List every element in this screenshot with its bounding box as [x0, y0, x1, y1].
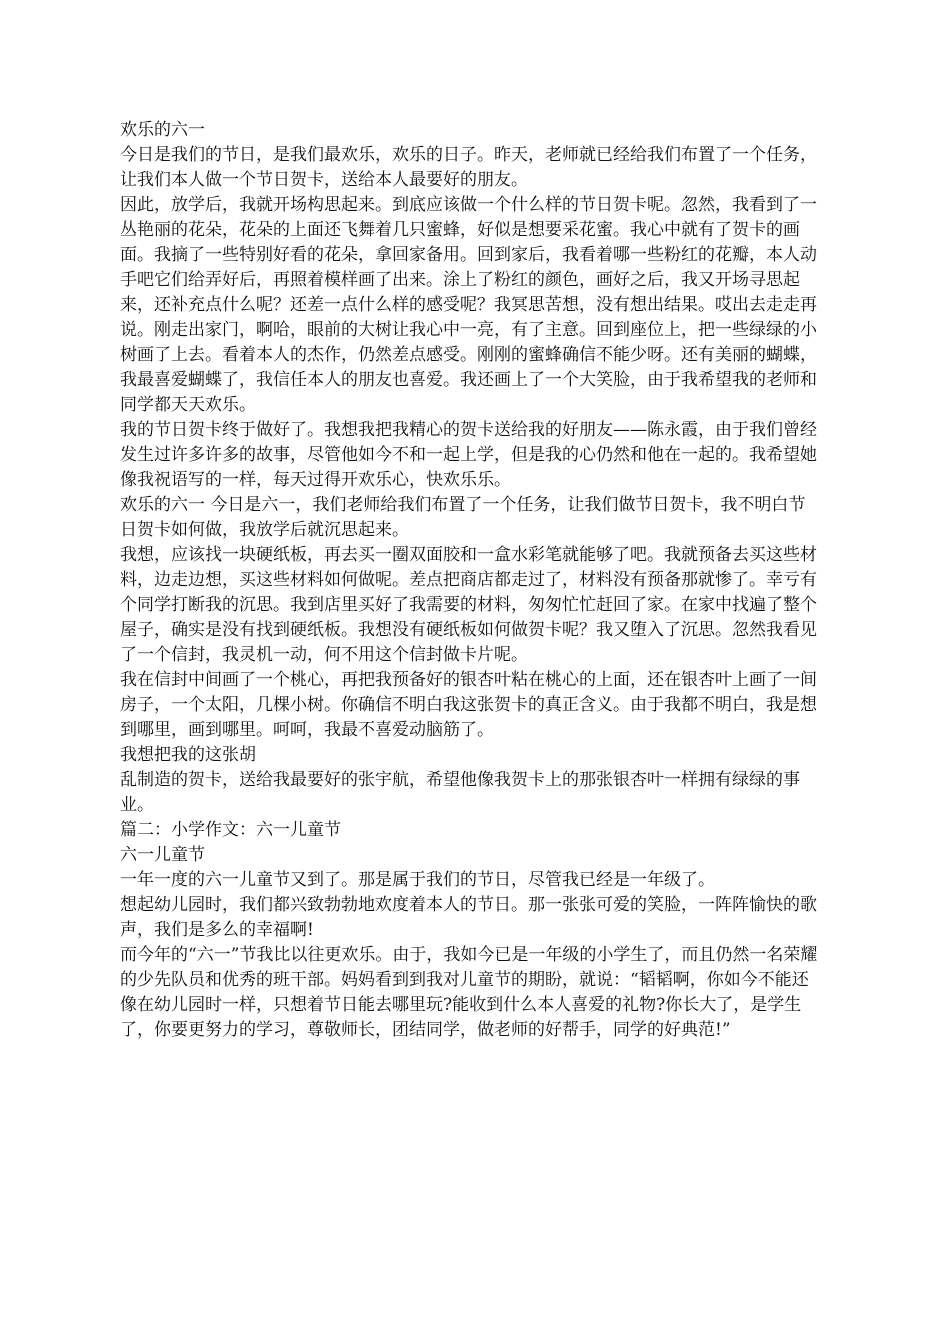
document-body: [120, 118, 820, 1043]
paragraph-7: 我想把我的这张胡: [120, 745, 256, 765]
paragraph-6: 我在信封中间画了一个桃心，再把我预备好的银杏叶粘在桃心的上面，还在银杏叶上画了一间房子，一个太阳，几棵小树。你确信不明白我这张贺卡的真正含义。由于我都不明白，我是想到哪里，画到哪里。呵呵，我最不喜爱动脑筋了。: [120, 670, 817, 740]
essay-title-2: 六一儿童节: [120, 845, 205, 865]
paragraph-11: 而今年的“六一”节我比以往更欢乐。由于，我如今已是一年级的小学生了，而且仍然一名荣耀的少先队员和优秀的班干部。妈妈看到到我对儿童节的期盼，就说：“韬韬啊，你如今不能还像在幼儿园时一样，只想着节日能去哪里玩?能收到什么本人喜爱的礼物?你长大了，是学生了，你要更努力的学习，尊敬师长，团结同学，做老师的好帮手，同学的好典范!”: [120, 945, 818, 1040]
paragraph-4: 欢乐的六一 今日是六一，我们老师给我们布置了一个任务，让我们做节日贺卡，我不明白节日贺卡如何做，我放学后就沉思起来。: [120, 495, 806, 540]
paragraph-2: 因此，放学后，我就开场构思起来。到底应该做一个什么样的节日贺卡呢。忽然，我看到了一丛艳丽的花朵，花朵的上面还飞舞着几只蜜蜂，好似是想要采花蜜。我心中就有了贺卡的画面。我摘了一些特别好看的花朵，拿回家备用。回到家后，我看着哪一些粉红的花瓣，本人动手吧它们给弄好后，再照着模样画了出来。涂上了粉红的颜色，画好之后，我又开场寻思起来，还补充点什么呢？还差一点什么样的感受呢？我冥思苦想，没有想出结果。哎出去走走再说。刚走出家门，啊哈，眼前的大树让我心中一亮，有了主意。回到座位上，把一些绿绿的小树画了上去。看着本人的杰作，仍然差点感受。刚刚的蜜蜂确信不能少呀。还有美丽的蝴蝶，我最喜爱蝴蝶了，我信任本人的朋友也喜爱。我还画上了一个大笑脸，由于我希望我的老师和同学都天天欢乐。: [120, 195, 817, 415]
paragraph-9: 一年一度的六一儿童节又到了。那是属于我们的节日，尽管我已经是一年级了。: [120, 870, 715, 890]
section-heading: 篇二：小学作文：六一儿童节: [120, 820, 341, 840]
paragraph-8: 乱制造的贺卡，送给我最要好的张宇航，希望他像我贺卡上的那张银杏叶一样拥有绿绿的事业。: [120, 770, 800, 815]
paragraph-10: 想起幼儿园时，我们都兴致勃勃地欢度着本人的节日。那一张张可爱的笑脸，一阵阵愉快的歌声，我们是多么的幸福啊!: [120, 895, 817, 940]
essay-title: 欢乐的六一: [120, 120, 205, 140]
paragraph-3: 我的节日贺卡终于做好了。我想我把我精心的贺卡送给我的好朋友——陈永霞，由于我们曾经发生过许多许多的故事，尽管他如今不和一起上学，但是我的心仍然和他在一起的。我希望她像我祝语写的一样，每天过得开欢乐心，快欢乐乐。: [120, 420, 817, 490]
paragraph-5: 我想，应该找一块硬纸板，再去买一圈双面胶和一盒水彩笔就能够了吧。我就预备去买这些材料，边走边想，买这些材料如何做呢。差点把商店都走过了，材料没有预备那就惨了。幸亏有个同学打断我的沉思。我到店里买好了我需要的材料，匆匆忙忙赶回了家。在家中找遍了整个屋子，确实是没有找到硬纸板。我想没有硬纸板如何做贺卡呢？我又堕入了沉思。忽然我看见了一个信封，我灵机一动，何不用这个信封做卡片呢。: [120, 545, 817, 665]
paragraph-1: 今日是我们的节日，是我们最欢乐，欢乐的日子。昨天，老师就已经给我们布置了一个任务，让我们本人做一个节日贺卡，送给本人最要好的朋友。: [120, 145, 817, 190]
